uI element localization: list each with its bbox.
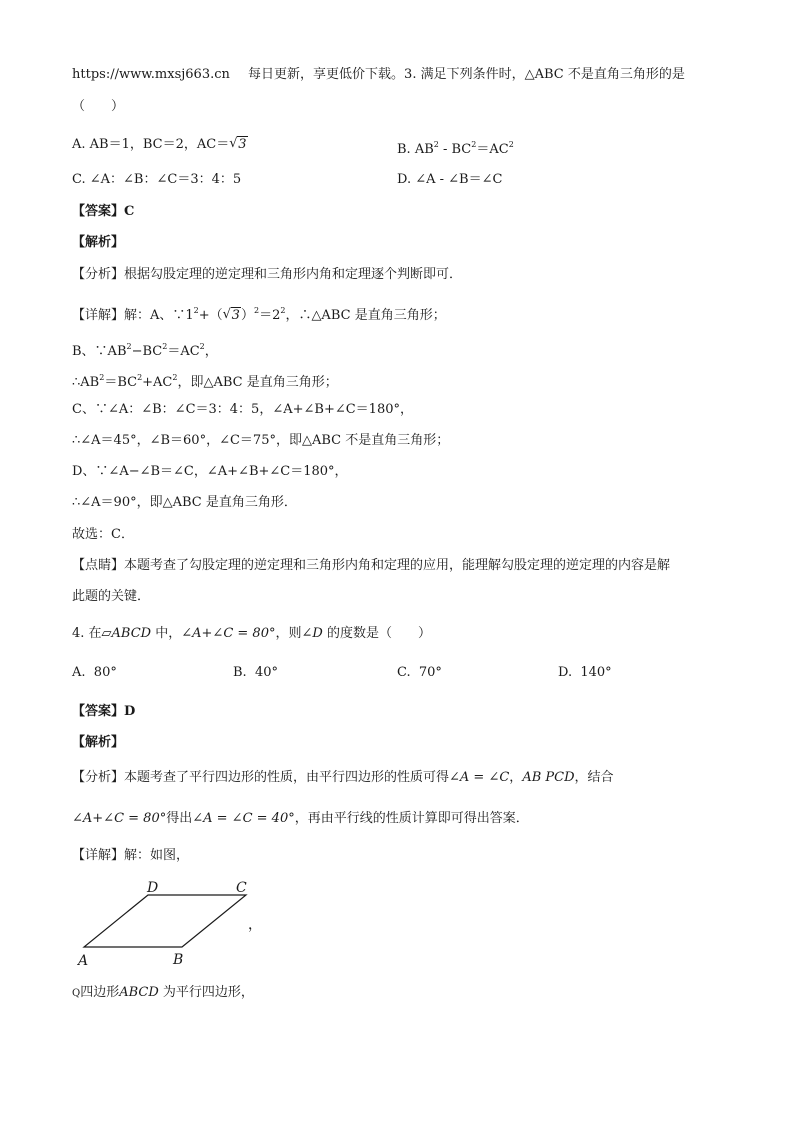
b2-part3: +AC (142, 375, 173, 390)
last-abcd: ABCD (119, 985, 159, 1000)
last-tail: 为平行四边形， (158, 985, 254, 1000)
figure-comma: ， (248, 917, 262, 933)
q3-paren: （ ） (72, 99, 125, 114)
superscript: 2 (126, 342, 132, 351)
b2-part2: ＝BC (104, 375, 138, 390)
option-label: D. (558, 665, 573, 680)
q4-fenxi-1 (72, 769, 614, 787)
xiangjie-part4: ＝2 (259, 308, 281, 323)
option-label: A. (72, 665, 86, 680)
q4-option-b (233, 664, 278, 682)
q3-line-c2: ∴∠A＝45°，∠B＝60°，∠C＝75°，即△ABC 不是直角三角形； (72, 433, 450, 448)
fenxi1-comma: ， (509, 770, 523, 785)
b1-part3: ＝AC (167, 344, 200, 359)
because-symbol: Q (72, 988, 81, 999)
q4-stem-tail: 的度数是（ ） (322, 626, 431, 641)
q3-line-d1: D、∵∠A−∠B＝∠C，∠A+∠B+∠C＝180°， (72, 464, 348, 479)
option-value: 70° (418, 665, 442, 680)
q4-option-d (558, 664, 612, 682)
fenxi2-tail: ，再由平行线的性质计算即可得出答案． (294, 811, 529, 826)
superscript: 2 (508, 140, 514, 149)
xiangjie-part2: +（ (198, 308, 223, 323)
fenxi1-formula2: AB PCD (522, 770, 575, 785)
q3-choice: 故选：C． (72, 527, 134, 542)
q4-stem-ze: ，则 (275, 626, 302, 641)
fenxi1-tail: ，结合 (574, 770, 614, 785)
q3-line-b1 (72, 338, 218, 361)
last-part1: 四边形 (80, 985, 120, 1000)
option-value: 140° (580, 665, 612, 680)
q3-option-b (397, 136, 514, 159)
parallelogram-shape (84, 895, 246, 947)
fenxi2-formula2: ∠A = ∠C = 40° (192, 811, 295, 826)
superscript: 2 (137, 373, 143, 382)
b2-part4: ，即△ABC 是直角三角形； (177, 375, 338, 390)
q3-analysis-heading: 【解析】 (72, 235, 125, 250)
q3-fenxi: 【分析】根据勾股定理的逆定理和三角形内角和定理逐个判断即可． (72, 267, 463, 282)
q3-stem: 3. 满足下列条件时，△ABC 不是直角三角形的是 (404, 67, 685, 82)
b1-part1: B、∵AB (72, 344, 127, 359)
q4-stem-formula: ∠A+∠C = 80° (181, 626, 276, 641)
q4-option-a (72, 664, 117, 682)
fenxi2-text1: 得出 (166, 811, 193, 826)
option-label: B. (233, 665, 247, 680)
superscript: 2 (199, 342, 205, 351)
q3-option-b-part1: B. AB (397, 142, 434, 157)
radicand: 3 (231, 308, 240, 323)
sqrt-symbol (223, 307, 241, 325)
q3-dianjing-2: 此题的关键． (72, 589, 151, 604)
xiangjie-part3: ） (240, 308, 254, 323)
q4-option-c (397, 664, 442, 682)
q4-answer: 【答案】D (72, 704, 136, 719)
q3-answer: 【答案】C (72, 204, 135, 219)
parallelogram-symbol: ▱ (101, 626, 112, 641)
q3-option-a (72, 136, 248, 154)
q4-fenxi-2 (72, 810, 529, 828)
vertex-label-a: A (78, 953, 89, 969)
superscript: 2 (99, 373, 105, 382)
q4-stem (72, 625, 431, 643)
option-value: 80° (93, 665, 117, 680)
xiangjie-part1: 【详解】解：A、∵1 (72, 308, 194, 323)
q4-analysis-heading: 【解析】 (72, 735, 125, 750)
b1-part2: −BC (131, 344, 163, 359)
q4-stem-angle-d: ∠D (301, 626, 323, 641)
notice-text: 每日更新，享更低价下载。 (248, 67, 405, 82)
b2-part1: ∴AB (72, 375, 100, 390)
option-value: 40° (254, 665, 278, 680)
superscript: 2 (162, 342, 168, 351)
superscript: 2 (471, 140, 477, 149)
superscript: 2 (280, 306, 286, 315)
q3-option-a-text: A. AB＝1，BC＝2，AC＝ (72, 137, 230, 152)
sqrt-symbol (229, 136, 247, 154)
q3-xiangjie (72, 302, 446, 325)
source-url: https://www.mxsj663.cn (72, 67, 230, 82)
xiangjie-part5: ，∴△ABC 是直角三角形； (285, 308, 446, 323)
q4-stem-num: 4. 在 (72, 626, 102, 641)
q4-last-line (72, 984, 254, 1003)
header-line (72, 66, 685, 84)
radicand: 3 (238, 137, 247, 152)
vertex-label-b: B (173, 952, 184, 968)
superscript: 2 (253, 306, 260, 315)
q3-line-b2 (72, 369, 338, 392)
fenxi2-formula1: ∠A+∠C = 80° (72, 811, 167, 826)
q3-option-c: C. ∠A：∠B：∠C＝3：4：5 (72, 172, 242, 187)
fenxi1-part1: 【分析】本题考查了平行四边形的性质，由平行四边形的性质可得 (72, 770, 450, 785)
q3-line-d2: ∴∠A＝90°，即△ABC 是直角三角形． (72, 495, 297, 510)
option-label: C. (397, 665, 411, 680)
vertex-label-d: D (147, 880, 159, 896)
q3-dianjing-1: 【点睛】本题考查了勾股定理的逆定理和三角形内角和定理的应用，能理解勾股定理的逆定理的内容是解 (72, 558, 671, 573)
q3-option-d: D. ∠A - ∠B＝∠C (397, 172, 503, 187)
q4-stem-zhong: 中， (151, 626, 182, 641)
vertex-label-c: C (236, 880, 247, 896)
b1-part4: ， (204, 344, 218, 359)
fenxi1-formula1: ∠A = ∠C (449, 770, 510, 785)
superscript: 2 (172, 373, 178, 382)
parallelogram-figure (70, 875, 290, 970)
q3-option-b-part3: ＝AC (476, 142, 509, 157)
superscript: 2 (193, 306, 199, 315)
q4-stem-abcd: ABCD (111, 626, 152, 641)
q4-xiangjie: 【详解】解：如图， (72, 848, 190, 863)
superscript: 2 (433, 140, 439, 149)
q3-line-c1: C、∵∠A：∠B：∠C＝3：4：5，∠A+∠B+∠C＝180°， (72, 402, 413, 417)
q3-option-b-part2: - BC (438, 142, 472, 157)
